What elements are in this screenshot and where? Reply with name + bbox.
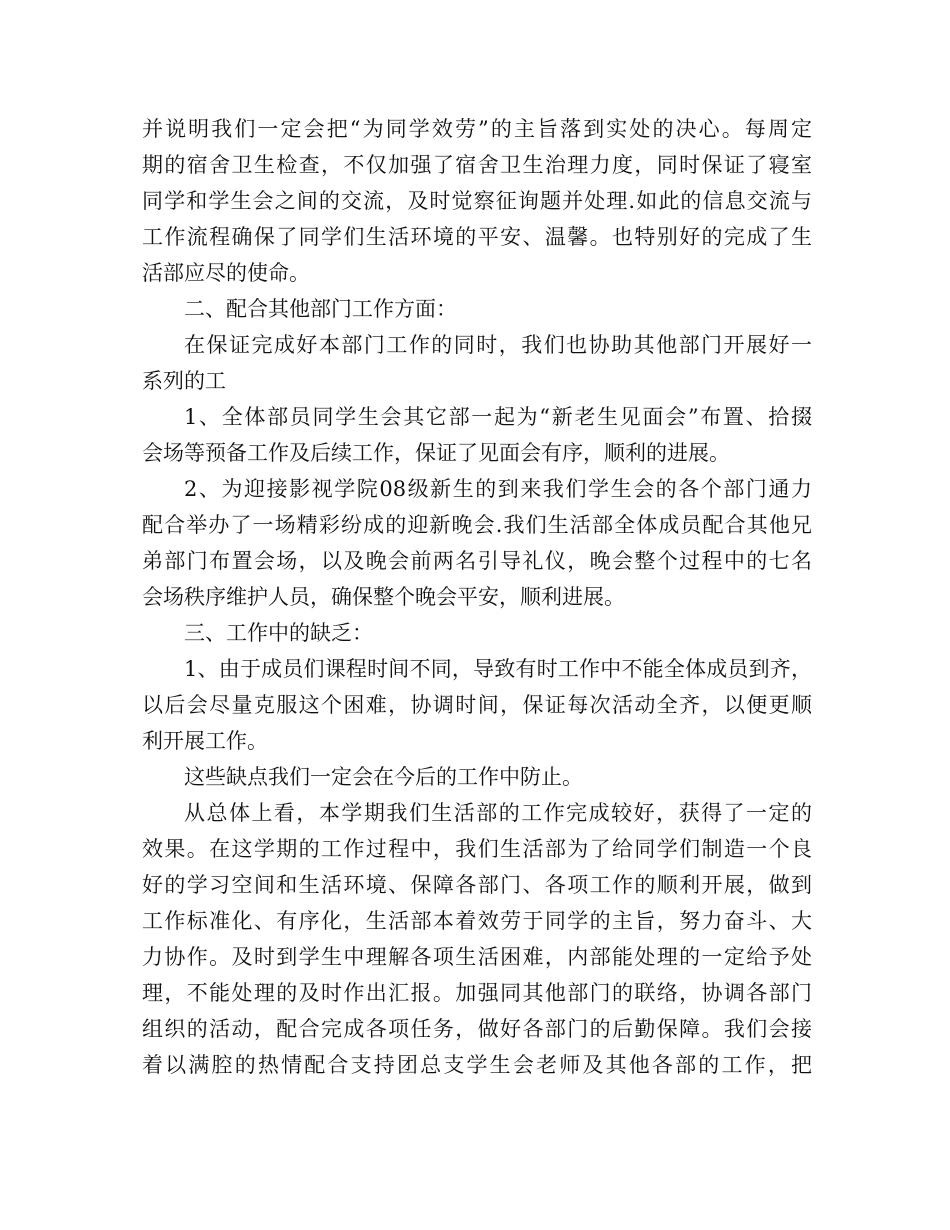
text-line: 会场秩序维护人员，确保整个晚会平安，顺利进展。 [142, 585, 625, 609]
text-line: 会场等预备工作及后续工作，保证了见面会有序，顺利的进展。 [142, 441, 730, 465]
text-line: 工作标准化、有序化，生活部本着效劳于同学的主旨，努力奋斗、大 [142, 909, 812, 933]
text-line: 配合举办了一场精彩纷成的迎新晚会.我们生活部全体成员配合其他兄 [142, 513, 812, 537]
text-line: 在保证完成好本部门工作的同时，我们也协助其他部门开展好一 [184, 333, 812, 357]
section-heading: 三、工作中的缺乏： [184, 621, 373, 645]
text-line: 工作流程确保了同学们生活环境的平安、温馨。也特别好的完成了生 [142, 225, 812, 249]
list-item-line: 1、全体部员同学生会其它部一起为“新老生见面会”布置、拾掇 [184, 405, 812, 429]
text-line: 以后会尽量克服这个困难，协调时间，保证每次活动全齐，以便更顺 [142, 693, 812, 717]
text-line: 系列的工 [142, 369, 226, 393]
section-heading: 二、配合其他部门工作方面： [184, 297, 457, 321]
text-line: 组织的活动，配合完成各项任务，做好各部门的后勤保障。我们会接 [142, 1017, 812, 1041]
text-line: 理，不能处理的及时作出汇报。加强同其他部门的联络，协调各部门 [142, 981, 812, 1005]
text-line: 效果。在这学期的工作过程中，我们生活部为了给同学们制造一个良 [142, 837, 812, 861]
text-line: 并说明我们一定会把“为同学效劳”的主旨落到实处的决心。每周定 [142, 117, 812, 141]
text-line: 好的学习空间和生活环境、保障各部门、各项工作的顺利开展，做到 [142, 873, 812, 897]
text-line: 期的宿舍卫生检查，不仅加强了宿舍卫生治理力度，同时保证了寝室 [142, 153, 812, 177]
text-line: 活部应尽的使命。 [142, 261, 310, 285]
document-body [142, 111, 812, 1083]
text-line: 弟部门布置会场，以及晚会前两名引导礼仪，晚会整个过程中的七名 [142, 549, 812, 573]
text-line: 同学和学生会之间的交流，及时觉察征询题并处理.如此的信息交流与 [142, 189, 812, 213]
list-item-line: 2、为迎接影视学院08级新生的到来我们学生会的各个部门通力 [184, 477, 812, 501]
text-line: 着以满腔的热情配合支持团总支学生会老师及其他各部的工作，把 [142, 1053, 812, 1077]
list-item-line: 1、由于成员们课程时间不同，导致有时工作中不能全体成员到齐， [184, 657, 812, 681]
text-line: 这些缺点我们一定会在今后的工作中防止。 [184, 765, 583, 789]
text-line: 从总体上看，本学期我们生活部的工作完成较好，获得了一定的 [184, 801, 812, 825]
text-line: 利开展工作。 [142, 729, 268, 753]
text-line: 力协作。及时到学生中理解各项生活困难，内部能处理的一定给予处 [142, 945, 812, 969]
